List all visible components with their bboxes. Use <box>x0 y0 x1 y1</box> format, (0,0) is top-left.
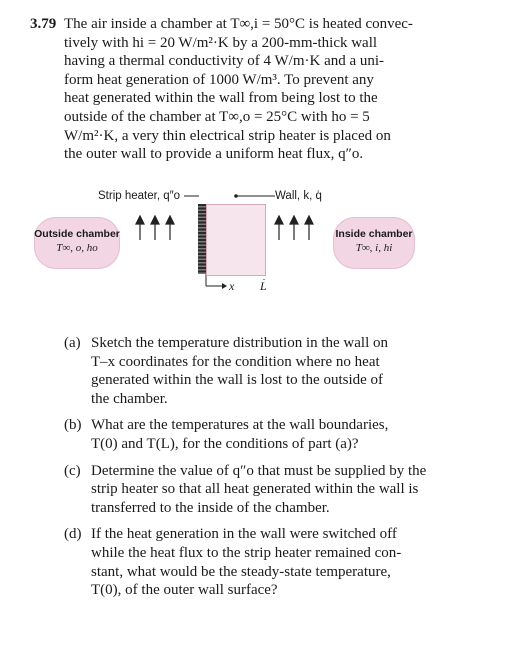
outside-chamber-title: Outside chamber <box>34 228 120 240</box>
problem-line: form heat generation of 1000 W/m³. To prevent any <box>64 71 374 88</box>
problem-number: 3.79 <box>30 16 57 32</box>
problem-statement <box>64 15 484 164</box>
inside-chamber-symbols: T∞, i, hi <box>355 242 393 254</box>
question-line: stant, what would be the steady-state temperature, <box>91 563 391 580</box>
question-label: (d) <box>64 526 82 543</box>
question-line: Determine the value of q″o that must be supplied by the <box>91 462 427 479</box>
question-line: transferred to the inside of the chamber. <box>91 499 330 516</box>
question-text <box>91 334 484 408</box>
question-text <box>91 525 484 599</box>
outside-heat-arrows <box>136 216 174 240</box>
question-line: T(0) and T(L), for the conditions of part (a)? <box>91 435 359 452</box>
x-axis-arrowhead <box>222 283 227 289</box>
question-label: (b) <box>64 417 82 434</box>
problem-line: tively with hi = 20 W/m²·K by a 200-mm-thick wall <box>64 34 378 51</box>
problem-line: W/m²·K, a very thin electrical strip heater is placed on <box>64 127 391 144</box>
strip-heater-label: Strip heater, q″o <box>98 190 181 202</box>
problem-line: The air inside a chamber at T∞,i = 50°C is heated convec- <box>64 16 413 32</box>
question-line: while the heat flux to the strip heater remained con- <box>91 544 402 561</box>
question-d <box>64 525 484 599</box>
strip-heater <box>198 204 206 274</box>
question-c <box>64 462 484 518</box>
wall-schematic-figure <box>0 182 508 292</box>
question-label: (a) <box>64 335 81 351</box>
wall-leader-dot <box>234 194 238 198</box>
outside-chamber-symbols: T∞, o, ho <box>56 242 98 254</box>
outside-chamber-box <box>34 217 120 269</box>
problem-line: outside of the chamber at T∞,o = 25°C with ho = 5 <box>64 108 370 125</box>
question-b <box>64 416 484 453</box>
question-line: generated within the wall is lost to the outside of <box>91 372 384 389</box>
question-text <box>91 462 484 518</box>
x-axis-label: x <box>229 279 235 293</box>
wall-slab <box>206 204 266 276</box>
question-line: strip heater so that all heat generated within the wall is <box>91 481 419 498</box>
inside-chamber-box <box>333 217 415 269</box>
question-label: (c) <box>64 462 81 479</box>
problem-line: heat generated within the wall from being lost to the <box>64 90 378 107</box>
question-a <box>64 334 484 408</box>
question-line: Sketch the temperature distribution in the wall on <box>91 335 389 351</box>
problem-line: the outer wall to provide a uniform heat flux, q″o. <box>64 146 364 163</box>
questions-list <box>64 334 484 608</box>
L-label: L <box>260 279 267 293</box>
question-line: T(0), of the outer wall surface? <box>91 582 278 599</box>
question-line: If the heat generation in the wall were switched off <box>91 526 397 543</box>
question-line: the chamber. <box>91 390 168 407</box>
wall-label: Wall, k, q̇ <box>275 190 322 202</box>
inside-heat-arrows <box>275 216 313 240</box>
question-text <box>91 416 484 453</box>
question-line: T–x coordinates for the condition where no heat <box>91 353 380 370</box>
inside-chamber-title: Inside chamber <box>335 228 413 240</box>
problem-line: having a thermal conductivity of 4 W/m·K and a uni- <box>64 53 385 70</box>
question-line: What are the temperatures at the wall boundaries, <box>91 417 389 434</box>
